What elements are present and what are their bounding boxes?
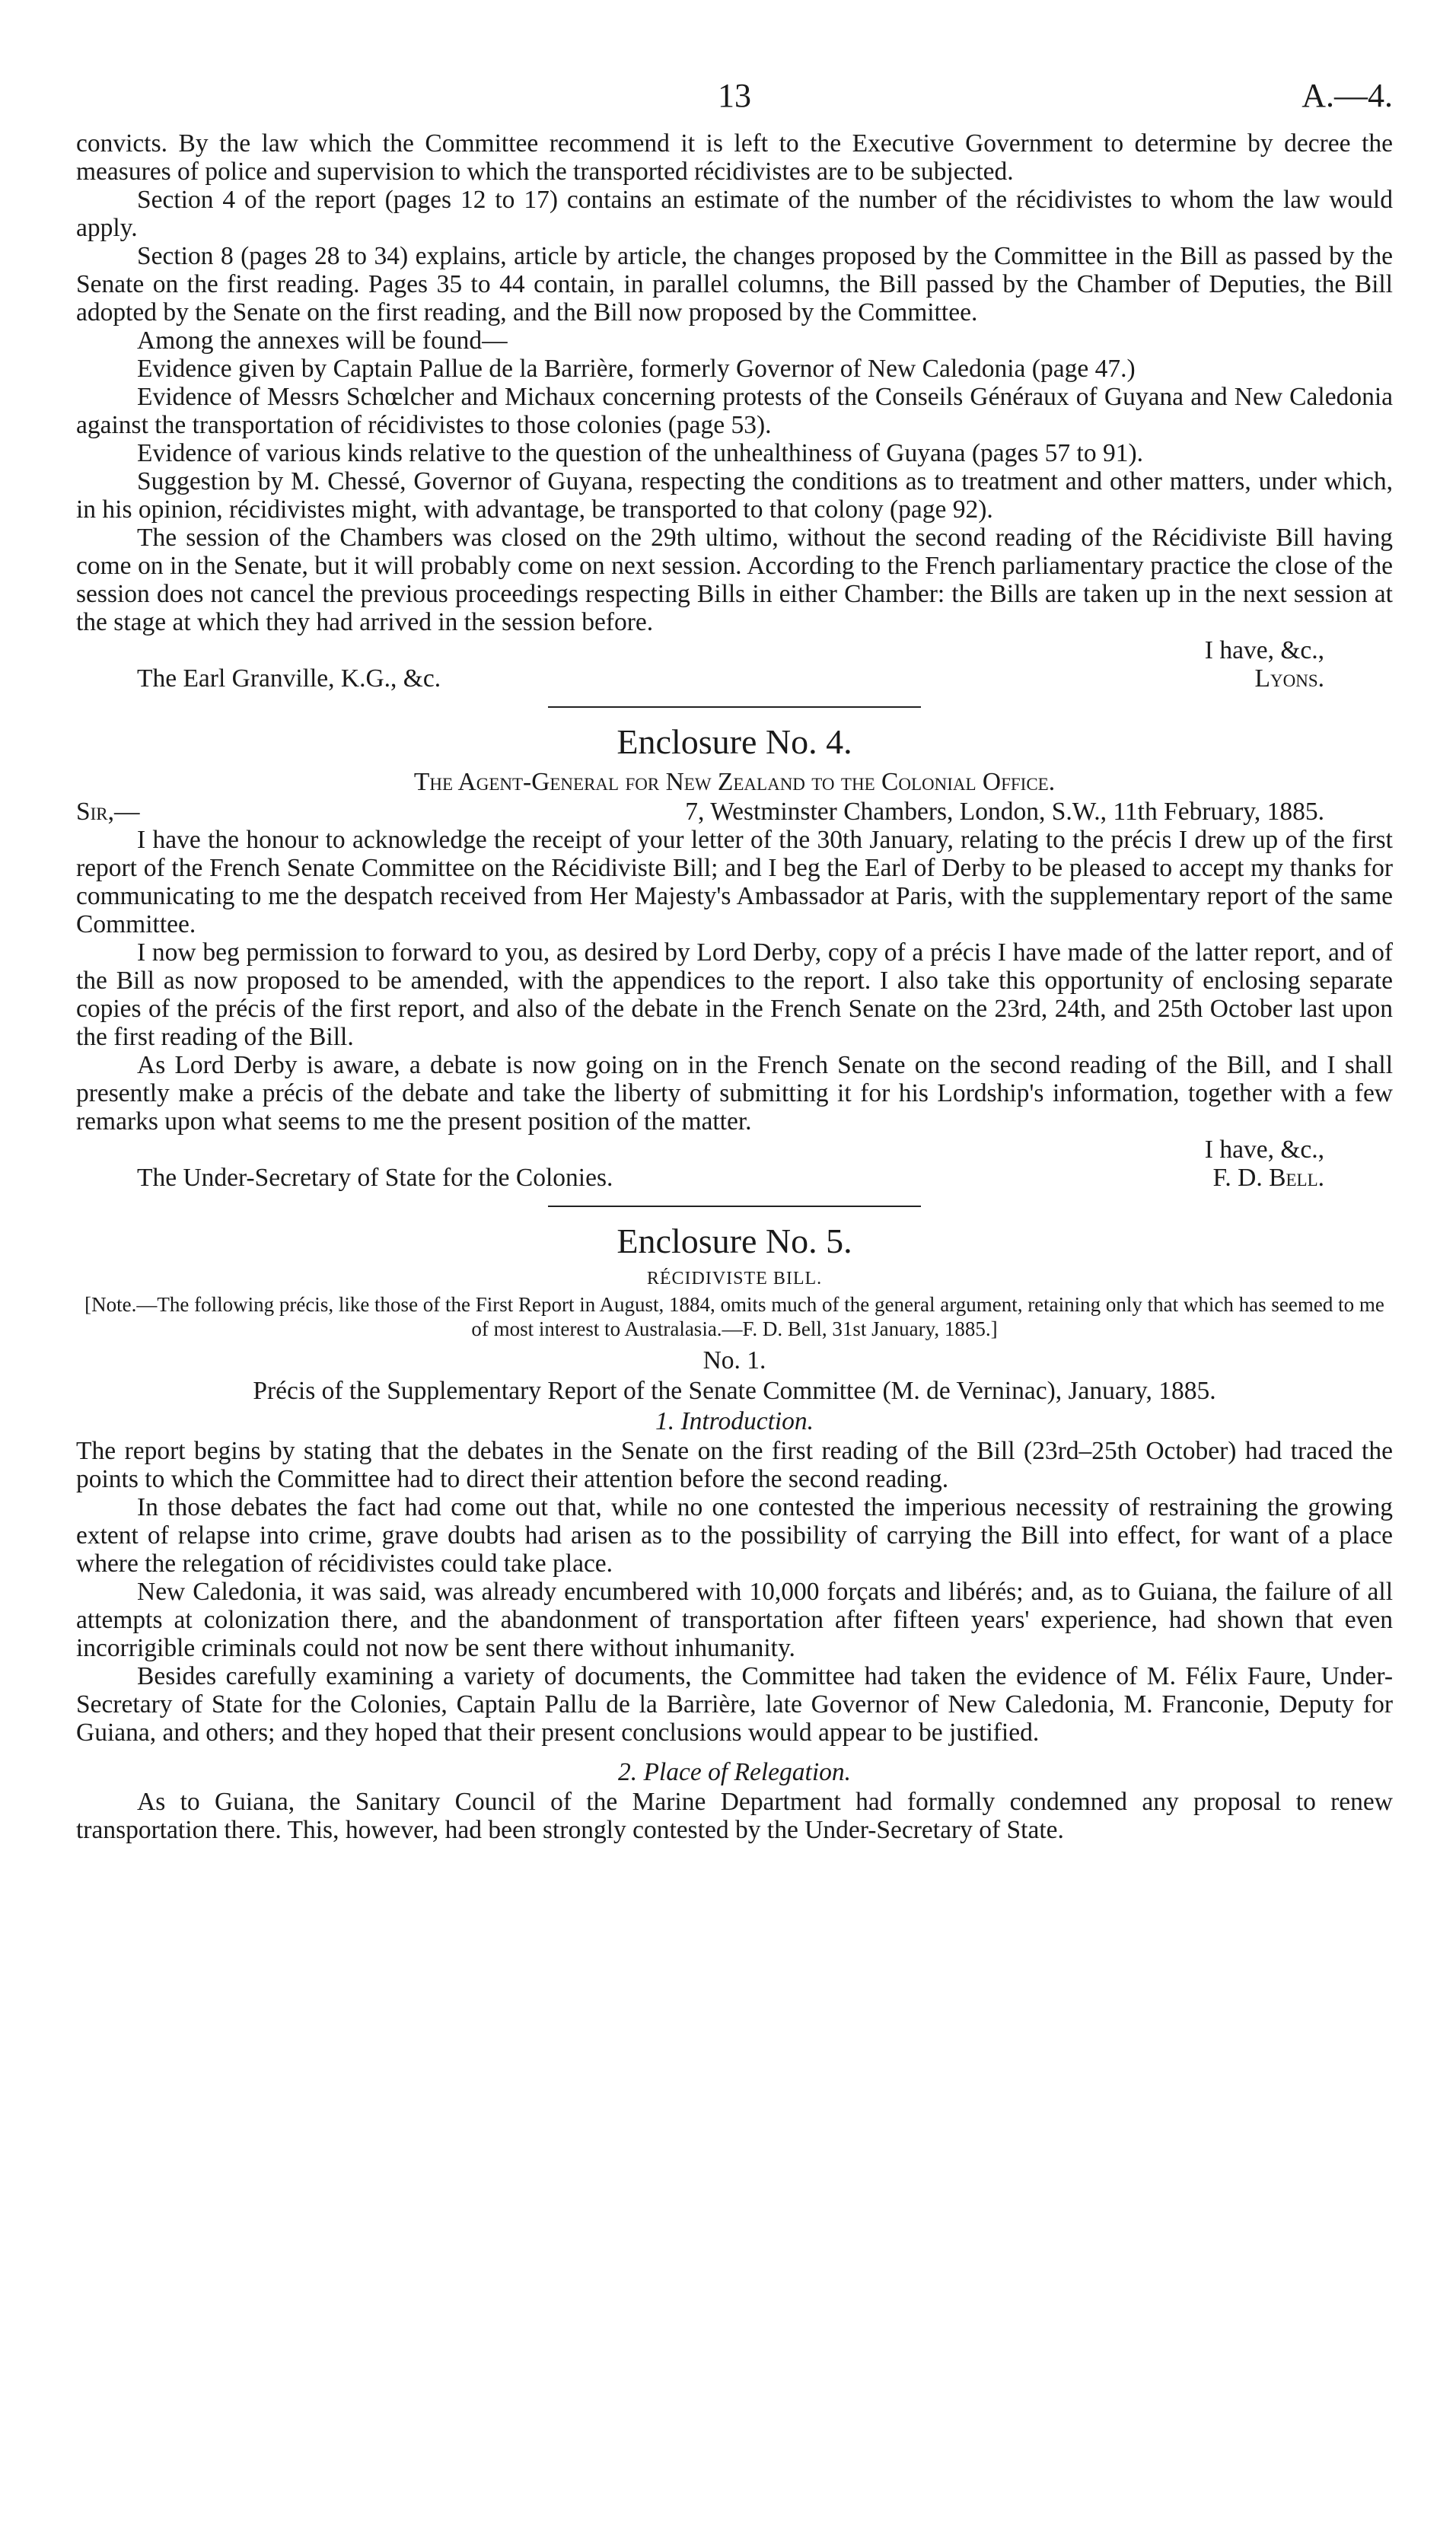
paragraph: Section 4 of the report (pages 12 to 17) contains an estimate of the number of the récidivistes to whom the law would apply.: [76, 186, 1393, 242]
letter-closing-row: [76, 636, 1393, 664]
paragraph: Suggestion by M. Chessé, Governor of Guyana, respecting the conditions as to treatment and other matters, under which, in his opinion, récidivistes might, with advantage, be transported to that colony (page 92).: [76, 467, 1393, 524]
paragraph: Evidence of various kinds relative to the question of the unhealthiness of Guyana (pages 57 to 91).: [137, 439, 1143, 467]
paragraph: I have the honour to acknowledge the receipt of your letter of the 30th January, relating to the précis I drew up of the first report of the French Senate Committee on the Récidiviste Bill; and I beg the Earl of Derby to be pleased to accept my thanks for communicating to me the despatch received from Her Majesty's Ambassador at Paris, with the supplementary report of the same Committee.: [76, 826, 1393, 938]
editorial-note: [Note.—The following précis, like those of the First Report in August, 1884, omits much of the general argument, retaining only that which has seemed to me of most interest to Australasia.—F. D. Bell, 31st January, 1885.]: [84, 1293, 1384, 1340]
enclosure-heading: The Agent-General for New Zealand to the Colonial Office.: [413, 768, 1056, 796]
salutation: Sir,—: [76, 798, 140, 826]
addressee: The Under-Secretary of State for the Colonies.: [137, 1164, 613, 1192]
salutation-row: [76, 798, 1393, 826]
paragraph: Section 8 (pages 28 to 34) explains, article by article, the changes proposed by the Committee in the Bill as passed by the Senate on the first reading. Pages 35 to 44 contain, in parallel columns, the Bill passed by the Chamber of Deputies, the Bill adopted by the Senate on the first reading, and the Bill now proposed by the Committee.: [76, 242, 1393, 327]
paragraph: As Lord Derby is aware, a debate is now going on in the French Senate on the second reading of the Bill, and I shall presently make a précis of the debate and take the liberty of submitting it for his Lordship's information, together with a few remarks upon what seems to me the present position of the matter.: [76, 1051, 1393, 1136]
paragraph: convicts. By the law which the Committee recommend it is left to the Executive Government to determine by decree the measures of police and supervision to which the transported récidivistes are to be subjected.: [76, 129, 1393, 186]
paragraph: Among the annexes will be found—: [137, 327, 508, 355]
enclosure-title: Enclosure No. 5.: [616, 1222, 852, 1260]
paragraph: Evidence of Messrs Schœlcher and Michaux concerning protests of the Conseils Généraux of Guyana and New Caledonia against the transportation of récidivistes to those colonies (page 53).: [76, 383, 1393, 439]
lyons-letter-continuation: [76, 129, 1393, 693]
addressee: The Earl Granville, K.G., &c.: [137, 664, 441, 693]
bill-title: RÉCIDIVISTE BILL.: [646, 1269, 823, 1288]
paragraph: As to Guiana, the Sanitary Council of the Marine Department had formally condemned any proposal to renew transportation there. This, however, had been strongly contested by the Under-Secretary of State.: [76, 1788, 1393, 1844]
enclosure-title: Enclosure No. 4.: [616, 722, 852, 761]
document-reference: A.—4.: [1301, 77, 1393, 114]
paragraph: The report begins by stating that the debates in the Senate on the first reading of the Bill (23rd–25th October) had traced the points to which the Committee had to direct their attention before the second reading.: [76, 1437, 1393, 1493]
closing-phrase: I have, &c.,: [1204, 636, 1324, 664]
signature: F. D. Bell.: [1212, 1164, 1324, 1192]
divider: [548, 1206, 921, 1207]
paragraph: Besides carefully examining a variety of documents, the Committee had taken the evidence of M. Félix Faure, Under-Secretary of State for the Colonies, Captain Pallu de la Barrière, late Governor of New Caledonia, M. Franconie, Deputy for Guiana, and others; and they hoped that their present conclusions would appear to be justified.: [76, 1662, 1393, 1747]
document-page: [76, 76, 1393, 1844]
document-number: No. 1.: [703, 1346, 766, 1374]
letter-signature-row: [76, 664, 1393, 693]
divider: [548, 706, 921, 708]
signature: Lyons.: [1254, 664, 1324, 693]
enclosure-4: [76, 720, 1393, 1192]
paragraph: Evidence given by Captain Pallue de la Barrière, formerly Governor of New Caledonia (page 47.): [137, 355, 1136, 383]
letter-closing-row: [76, 1136, 1393, 1164]
paragraph: In those debates the fact had come out that, while no one contested the imperious necessity of restraining the growing extent of relapse into crime, grave doubts had arisen as to the possibility of carrying the Bill into effect, for want of a place where the relegation of récidivistes could take place.: [76, 1493, 1393, 1578]
letter-signature-row: [76, 1164, 1393, 1192]
paragraph: I now beg permission to forward to you, as desired by Lord Derby, copy of a précis I have made of the latter report, and of the Bill as now proposed to be amended, with the appendices to the report. I also take this opportunity of enclosing separate copies of the précis of the first report, and also of the debate in the French Senate on the 23rd, 24th, and 25th October last upon the first reading of the Bill.: [76, 938, 1393, 1051]
closing-phrase: I have, &c.,: [1204, 1136, 1324, 1164]
sender-address: 7, Westminster Chambers, London, S.W., 11th February, 1885.: [685, 798, 1324, 826]
section-heading: 1. Introduction.: [655, 1407, 814, 1435]
page-number: 13: [718, 77, 751, 114]
paragraph: New Caledonia, it was said, was already encumbered with 10,000 forçats and libérés; and, as to Guiana, the failure of all attempts at colonization there, and the abandonment of transportation after fifteen years' experience, had shown that even incorrigible criminals could not now be sent there without inhumanity.: [76, 1578, 1393, 1662]
paragraph: The session of the Chambers was closed on the 29th ultimo, without the second reading of the Récidiviste Bill having come on in the Senate, but it will probably come on next session. According to the French parliamentary practice the close of the session does not cancel the previous proceedings respecting Bills in either Chamber: the Bills are taken up in the next session at the stage at which they had arrived in the session before.: [76, 524, 1393, 636]
section-heading: 2. Place of Relegation.: [617, 1758, 852, 1786]
precis-title: Précis of the Supplementary Report of the Senate Committee (M. de Verninac), January, 1885.: [253, 1377, 1216, 1405]
page-header: [76, 76, 1393, 129]
enclosure-5: [76, 1219, 1393, 1844]
